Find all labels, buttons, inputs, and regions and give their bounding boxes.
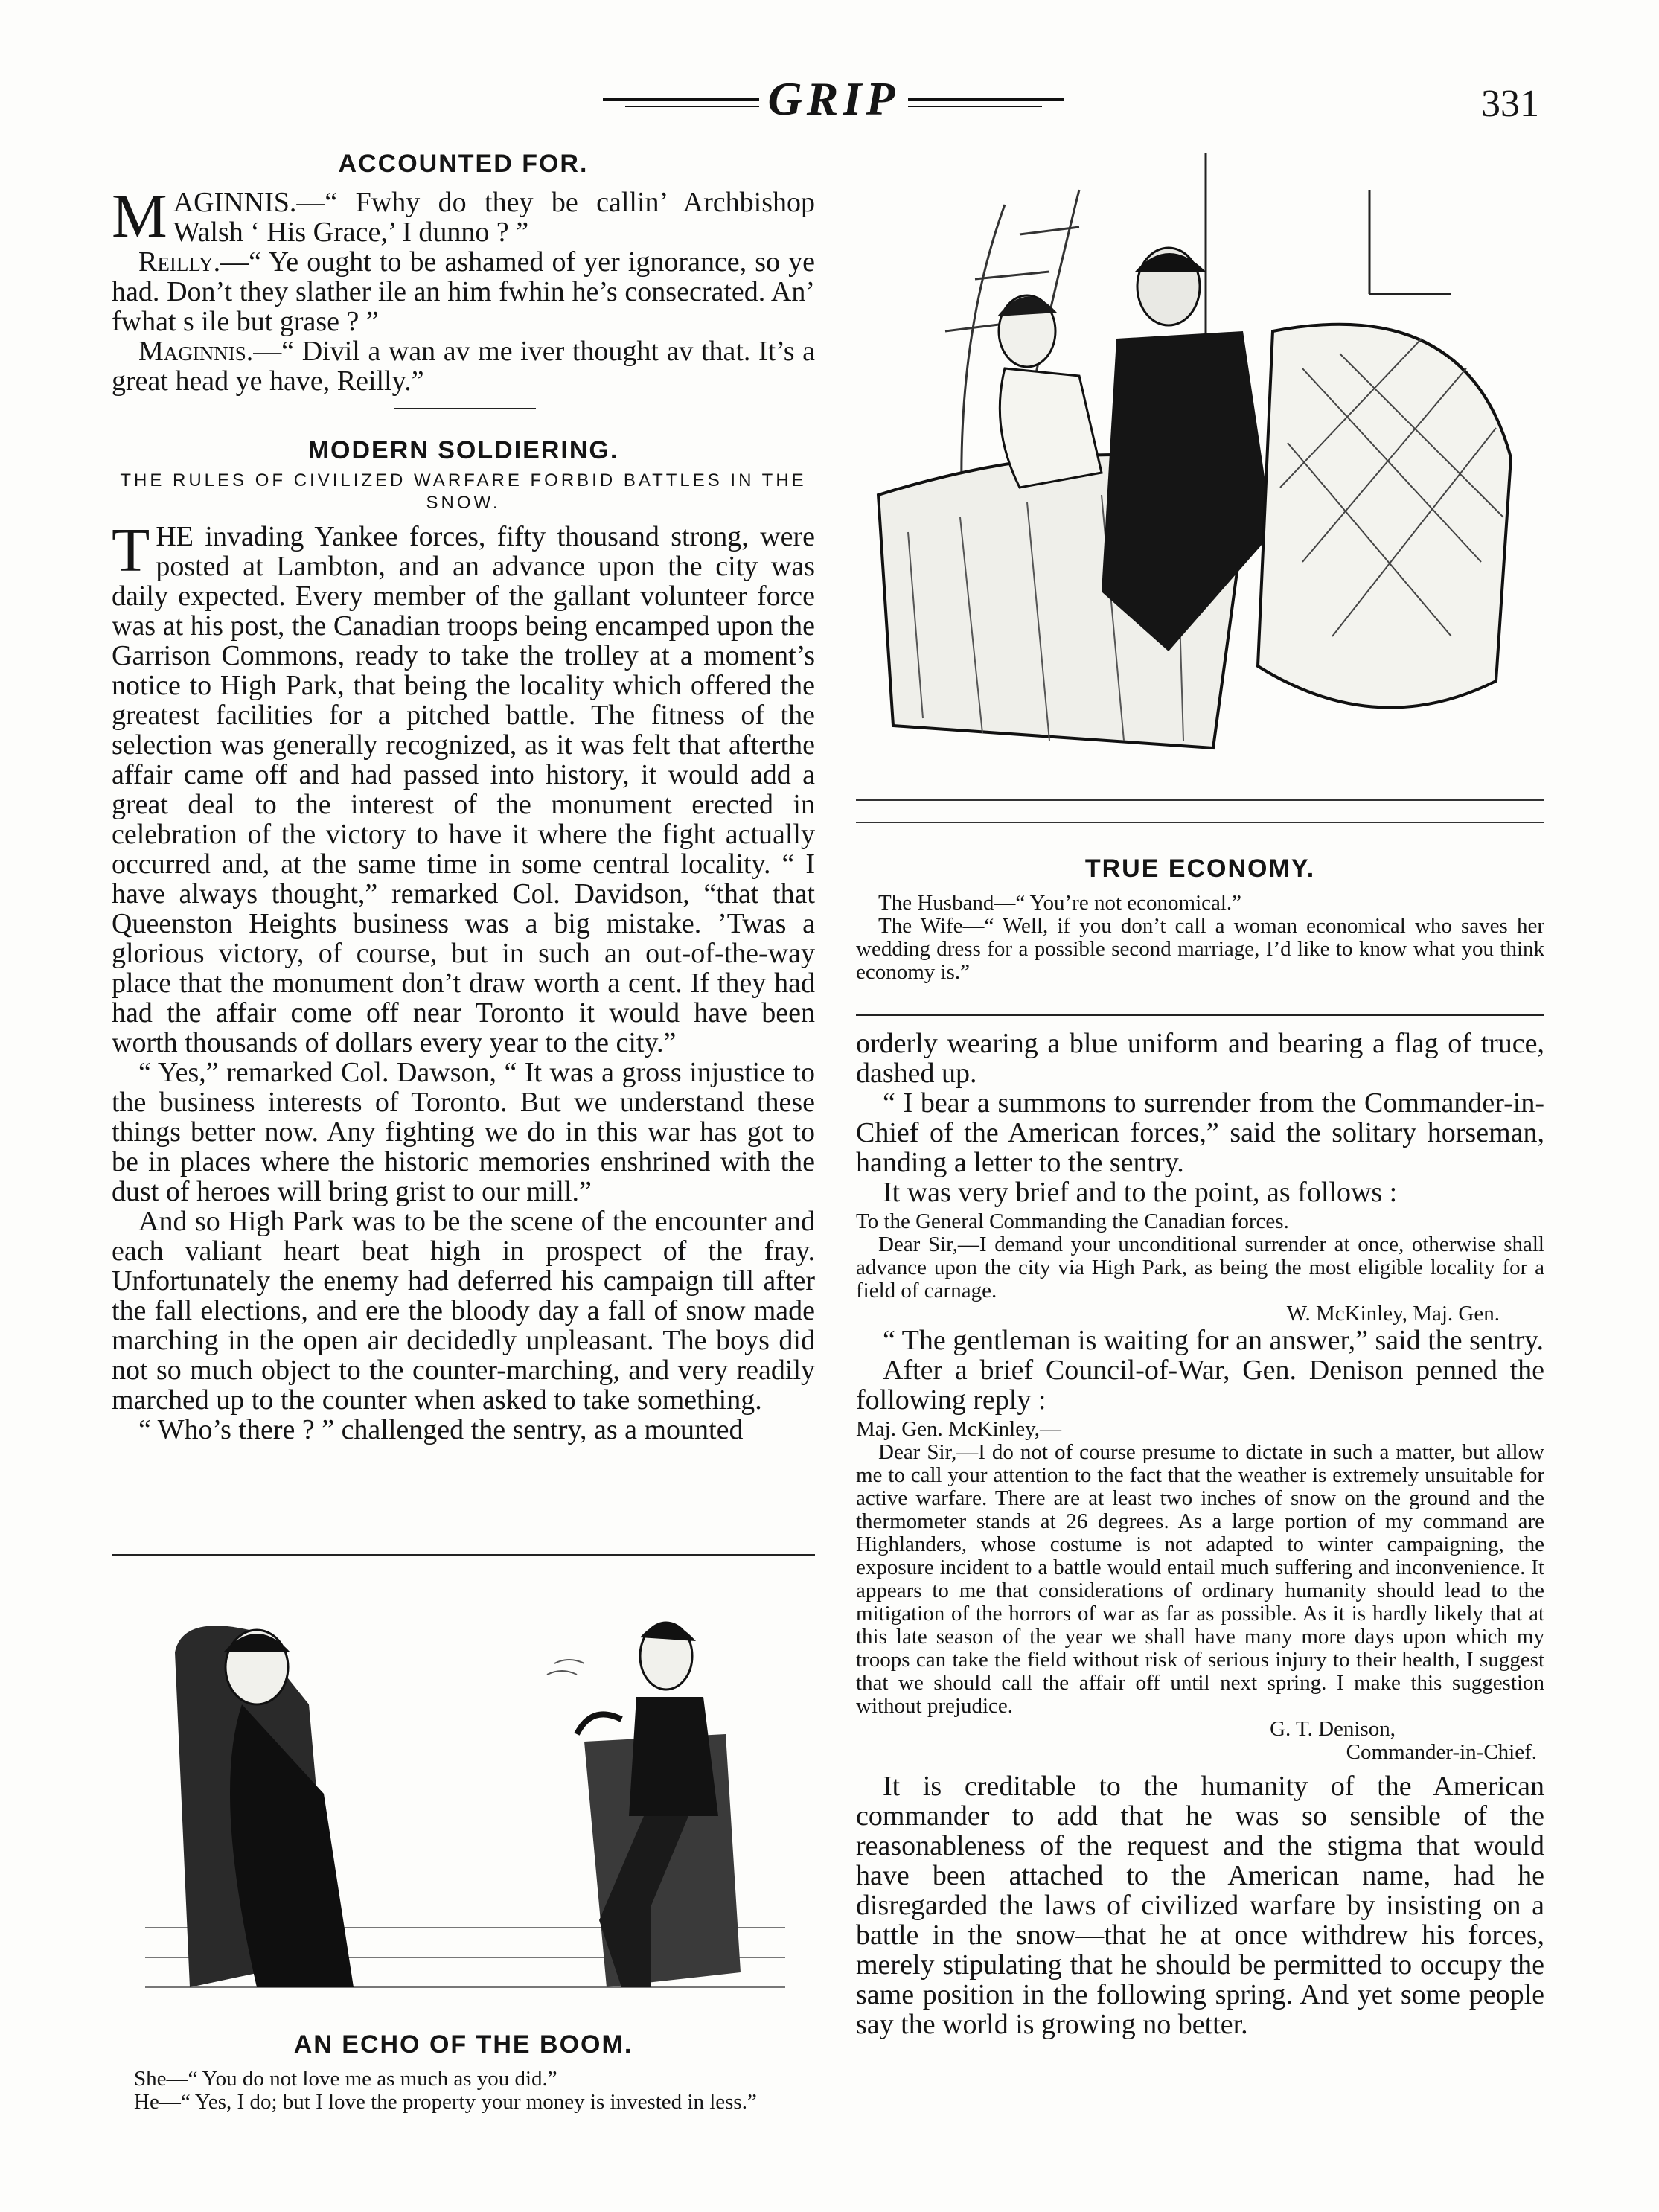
- letter2-signature-name: G. T. Denison,: [1270, 1717, 1396, 1741]
- echo-dialogue: [112, 2068, 815, 2114]
- true-economy-dialogue: [856, 892, 1544, 984]
- economy-line-2: The Wife—“ Well, if you don’t call a woman economical who saves her wedding dress for a possible second marriage, I’d like to know what you think economy is.”: [856, 914, 1544, 984]
- economy-line-1: The Husband—“ You’re not economical.”: [878, 891, 1242, 915]
- soldiering-para-1: THE invading Yankee forces, fifty thousand strong, were posted at Lambton, and an advance upon the city was daily expected. Every member of the gallant volunteer force was at his post, the Canadian troops being encamped upon the Garrison Commons, ready to take the trolley at a moment’s notice to High Park, that being the locality which offered the greatest facilities for a pitched battle. The fitness of the selection was generally recognized, as it was felt that afterthe affair came off and had passed into history, it would add a great deal to the interest of the monument erected in celebration of the victory to have it where the fight actually occurred and, at the same time in some central locality. “ I have always thought,” remarked Col. Davidson, “that that Queenston Heights business was a big mistake. ’Twas a glorious victory, of course, but in such an out-of-the-way place that the monument don’t draw worth a cent. If they had had the affair come off near Toronto it would have been worth thousands of dollars every year to the city.”: [112, 516, 815, 1058]
- accounted-para-2: Reilly.—“ Ye ought to be ashamed of yer ignorance, so ye had. Don’t they slather ile an him fwhin he’s consecrated. An’ fwhat s ile but grase ? ”: [112, 246, 815, 337]
- letter1-salutation: To the General Commanding the Canadian forces.: [856, 1209, 1289, 1233]
- true-economy-illustration: [856, 145, 1544, 837]
- soldiering-para-9: After a brief Council-of-War, Gen. Denison penned the following reply :: [856, 1355, 1544, 1416]
- echo-line-1: She—“ You do not love me as much as you did.”: [134, 2067, 557, 2091]
- soldiering-headline: MODERN SOLDIERING.: [307, 436, 619, 464]
- accounted-para-3: Maginnis.—“ Divil a wan av me iver thought av that. It’s a great head ye have, Reilly.”: [112, 336, 815, 397]
- echo-line-2: He—“ Yes, I do; but I love the property your money is invested in less.”: [134, 2090, 757, 2114]
- letter1-body: Dear Sir,—I demand your unconditional surrender at once, otherwise shall advance upon the city via High Park, as being the most eligible locality for a field of carnage.: [856, 1233, 1544, 1302]
- soldiering-article-col1: [112, 435, 815, 1445]
- masthead-title: GRIP: [767, 72, 900, 125]
- letter2-salutation: Maj. Gen. McKinley,—: [856, 1417, 1061, 1441]
- letter1-signature: W. McKinley, Maj. Gen.: [1286, 1302, 1500, 1326]
- soldiering-para-5: orderly wearing a blue uniform and bearing a flag of truce, dashed up.: [856, 1028, 1544, 1089]
- letter-mckinley: [856, 1210, 1544, 1326]
- true-economy-caption: TRUE ECONOMY.: [1084, 854, 1316, 883]
- letter2-signature-title: Commander-in-Chief.: [1346, 1740, 1537, 1764]
- soldiering-para-3: And so High Park was to be the scene of the encounter and each valiant heart beat high in prospect of the fray. Unfortunately the enemy had deferred his campaign till after the fall elections, and ere the bloody day a fall of snow made marching in the open air decidedly unpleasant. The boys did not so much object to the counter-marching, and very readily marched up to the counter when asked to take something.: [112, 1206, 815, 1416]
- illustration-rule-right: [856, 1014, 1544, 1016]
- soldiering-para-8: “ The gentleman is waiting for an answer,” said the sentry.: [883, 1325, 1544, 1356]
- soldiering-subhead: THE RULES OF CIVILIZED WARFARE FORBID BATTLES IN THE SNOW.: [120, 470, 807, 513]
- letter-denison: [856, 1418, 1544, 1764]
- echo-caption: AN ECHO OF THE BOOM.: [293, 2030, 633, 2059]
- dropcap-t: T: [112, 516, 150, 585]
- soldiering-para-10: It is creditable to the humanity of the American commander to add that he was so sensible of the reasonableness of the request and the stigma that would have been attached to the American name, had he disregarded the laws of civilized warfare by insisting on a battle in the snow—that he at once withdrew his forces, merely stipulating that he should be permitted to occupy the same position in the following spring. And yet some people say the world is growing no better.: [856, 1771, 1544, 2040]
- illustration-rule-left: [112, 1554, 815, 1556]
- masthead: [581, 68, 1087, 135]
- dropcap-m: M: [112, 182, 167, 251]
- accounted-para-1: MAGINNIS.—“ Fwhy do they be callin’ Archbishop Walsh ‘ His Grace,’ I dunno ? ”: [112, 182, 815, 251]
- accounted-for-article: [112, 149, 815, 396]
- soldiering-para-6: “ I bear a summons to surrender from the Commander-in-Chief of the American forces,” said the solitary horseman, handing a letter to the sentry.: [856, 1087, 1544, 1178]
- soldiering-para-4: “ Who’s there ? ” challenged the sentry, as a mounted: [138, 1414, 744, 1445]
- section-divider: [394, 408, 536, 409]
- echo-of-the-boom-illustration: [130, 1570, 800, 2024]
- accounted-headline: ACCOUNTED FOR.: [338, 150, 589, 178]
- page-number: 331: [1481, 83, 1539, 125]
- soldiering-article-col2: [856, 1029, 1544, 2039]
- letter2-body: Dear Sir,—I do not of course presume to dictate in such a matter, but allow me to call your attention to the fact that the weather is extremely unsuitable for active warfare. There are at least two inches of snow on the ground and the thermometer stands at 26 degrees. As a large portion of my command are Highlanders, whose costume is not adapted to winter campaigning, the exposure incident to a battle would entail much suffering and inconvenience. It appears to me that considerations of ordinary humanity should lead to the mitigation of the horrors of war as far as possible. As it is hardly likely that at this late season of the year we shall have many more days upon which my troops can take the field without risk of serious injury to their health, I suggest that we should call the affair off until next spring. I make this suggestion without prejudice.: [856, 1440, 1544, 1718]
- soldiering-para-2: “ Yes,” remarked Col. Dawson, “ It was a gross injustice to the business interests of Toronto. But we understand these things better now. Any fighting we do in this war has got to be in places where the historic memories enshrined with the dust of heroes will bring grist to our mill.”: [112, 1057, 815, 1207]
- soldiering-para-7: It was very brief and to the point, as follows :: [883, 1177, 1398, 1208]
